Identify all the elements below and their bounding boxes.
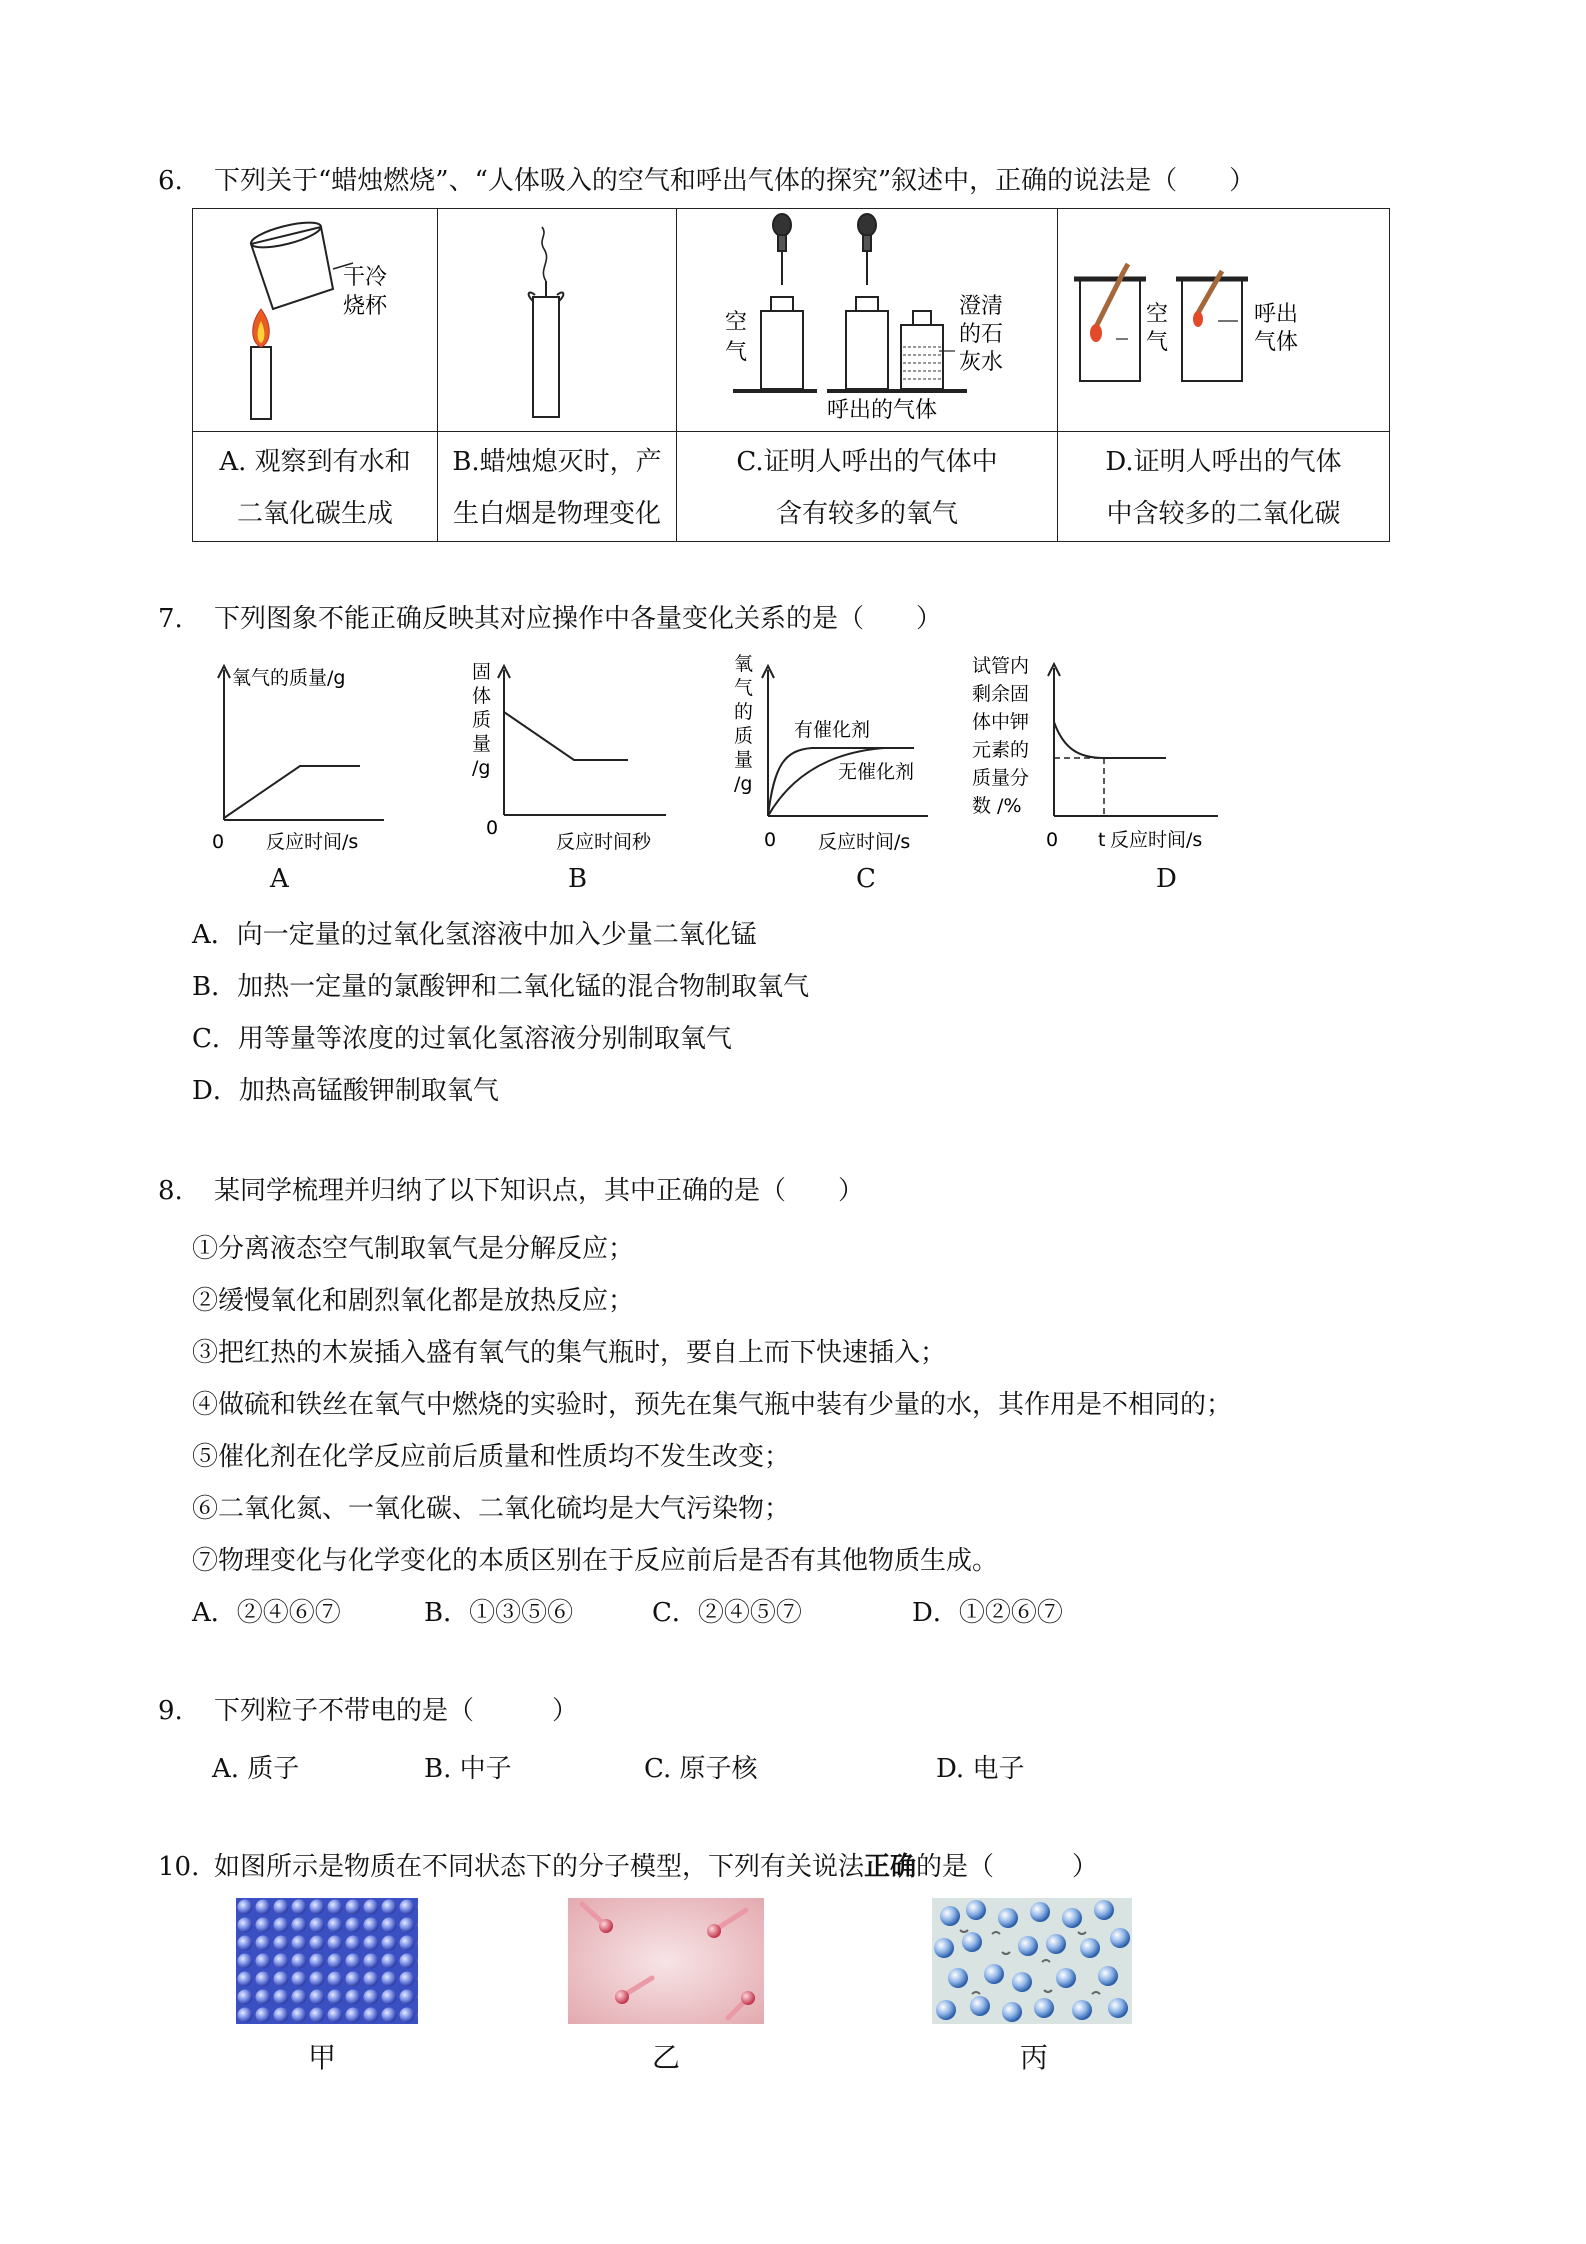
q8-item-1: ①分离液态空气制取氧气是分解反应；: [192, 1234, 635, 1264]
q9-stem: 下列粒子不带电的是（ ）: [214, 1696, 579, 1726]
q7-option-c[interactable]: C．用等量等浓度的过氧化氢溶液分别制取氧气: [192, 1024, 732, 1054]
graph-a-origin: 0: [212, 831, 225, 853]
graph-c-ylabel-5: 量: [734, 749, 754, 771]
label-lime-3: 灰水: [959, 350, 1004, 375]
caption-a: A. 观察到有水和 二氧化碳生成: [219, 447, 411, 529]
graph-b-letter: B: [568, 864, 588, 894]
label-air-c1: 空: [725, 310, 748, 335]
solid-molecule-model-image: [236, 1898, 418, 2024]
q9-option-a[interactable]: A. 质子: [212, 1754, 300, 1784]
graph-d-ylabel-1: 试管内: [972, 655, 1030, 677]
q6-number: 6.: [158, 166, 183, 196]
burning-stick-bottles-illustration: [1058, 209, 1389, 427]
q8-stem: 某同学梳理并归纳了以下知识点，其中正确的是（ ）: [214, 1176, 865, 1206]
q9-option-c[interactable]: C. 原子核: [644, 1754, 758, 1784]
q8-item-2: ②缓慢氧化和剧烈氧化都是放热反应；: [192, 1286, 635, 1316]
graph-d-ylabel-5: 质量分: [972, 767, 1030, 789]
q6-caption-c: [677, 432, 1058, 542]
graph-d-ylabel-2: 剩余固: [972, 683, 1030, 705]
q6-figure-table: [192, 208, 1390, 542]
q6-fig-a: [193, 209, 438, 432]
label-exhaled-gas: 呼出的气体: [827, 398, 938, 423]
graph-c-ylabel-1: 氧: [734, 653, 754, 675]
graph-a-letter: A: [270, 864, 289, 894]
graph-b: [460, 650, 680, 860]
q6-caption-a: [193, 432, 438, 542]
graph-d: [970, 650, 1230, 860]
graph-b-ylabel-2: 体: [472, 685, 492, 707]
q7-number: 7.: [158, 604, 183, 634]
graph-c-ylabel-6: /g: [734, 773, 753, 795]
graph-b-origin: 0: [486, 817, 499, 839]
q7-stem: 下列图象不能正确反映其对应操作中各量变化关系的是（ ）: [214, 604, 943, 634]
q6-fig-b: [438, 209, 677, 432]
q8-item-4: ④做硫和铁丝在氧气中燃烧的实验时，预先在集气瓶中装有少量的水，其作用是不相同的；: [192, 1390, 1233, 1420]
q10-stem-bold: 正确: [864, 1852, 917, 1882]
graph-d-ylabel-6: 数 /%: [972, 795, 1022, 817]
beaker-over-candle-illustration: [193, 209, 437, 427]
graph-d-xlabel: 反应时间/s: [1110, 829, 1203, 851]
graph-b-ylabel-4: 量: [472, 733, 492, 755]
q7-option-a[interactable]: A．向一定量的过氧化氢溶液中加入少量二氧化锰: [192, 920, 757, 950]
q8-number: 8.: [158, 1176, 183, 1206]
graph-d-t-label: t: [1098, 829, 1106, 851]
label-lime-1: 澄清: [959, 294, 1004, 319]
graph-a-curve: [224, 766, 360, 818]
q8-option-a[interactable]: A．②④⑥⑦: [192, 1598, 341, 1628]
caption-c: C.证明人呼出的气体中 含有较多的氧气: [736, 447, 998, 529]
label-exhaled-d1: 呼出: [1254, 302, 1299, 327]
graph-c-series-0: 有催化剂: [794, 719, 871, 741]
label-cup-2: 烧杯: [343, 294, 388, 319]
q8-option-d[interactable]: D．①②⑥⑦: [912, 1598, 1063, 1628]
q6-caption-d: [1058, 432, 1390, 542]
q6-caption-b: [438, 432, 677, 542]
q7-option-d[interactable]: D．加热高锰酸钾制取氧气: [192, 1076, 499, 1106]
q6-stem: 下列关于“蜡烛燃烧”、“人体吸入的空气和呼出气体的探究”叙述中，正确的说法是（ ）: [214, 166, 1256, 196]
q8-item-5: ⑤催化剂在化学反应前后质量和性质均不发生改变；: [192, 1442, 791, 1472]
graph-b-xlabel: 反应时间秒: [556, 831, 652, 853]
q6-fig-d: [1058, 209, 1390, 432]
extinguished-candle-illustration: [438, 209, 676, 427]
caption-b: B.蜡烛熄灭时，产 生白烟是物理变化: [452, 447, 662, 529]
model-label-bing: 丙: [1020, 2041, 1049, 2074]
limewater-bottles-illustration: [677, 209, 1057, 427]
graph-c-letter: C: [856, 864, 876, 894]
q8-option-b[interactable]: B．①③⑤⑥: [424, 1598, 574, 1628]
graph-c-ylabel-2: 气: [734, 677, 754, 699]
q10-number: 10.: [158, 1852, 200, 1882]
gas-molecule-model-image: [568, 1898, 764, 2024]
graph-b-ylabel-5: /g: [472, 757, 491, 779]
graph-c-ylabel-4: 质: [734, 725, 754, 747]
graph-d-origin: 0: [1046, 829, 1059, 851]
graph-c-xlabel: 反应时间/s: [818, 831, 911, 853]
q9-option-b[interactable]: B. 中子: [424, 1754, 512, 1784]
graph-b-curve: [504, 712, 628, 760]
label-cup-1: 干冷: [343, 265, 388, 290]
q6-fig-c: [677, 209, 1058, 432]
model-label-jia: 甲: [308, 2041, 337, 2074]
graph-c-origin: 0: [764, 829, 777, 851]
q9-number: 9.: [158, 1696, 183, 1726]
graph-a: [200, 650, 400, 860]
q10-stem: [214, 1852, 1098, 1882]
q8-item-7: ⑦物理变化与化学变化的本质区别在于反应前后是否有其他物质生成。: [192, 1546, 999, 1576]
q10-stem-post: 的是（ ）: [916, 1852, 1099, 1882]
q10-stem-pre: 如图所示是物质在不同状态下的分子模型，下列有关说法: [214, 1852, 865, 1882]
q9-option-d[interactable]: D. 电子: [936, 1754, 1025, 1784]
q8-option-c[interactable]: C．②④⑤⑦: [652, 1598, 802, 1628]
liquid-molecule-model-image: [932, 1898, 1132, 2024]
graph-c: [722, 646, 942, 860]
label-air-d1: 空: [1146, 302, 1169, 327]
graph-d-ylabel-3: 体中钾: [972, 711, 1030, 733]
graph-d-ylabel-4: 元素的: [972, 739, 1030, 761]
graph-b-ylabel-1: 固: [472, 661, 492, 683]
label-air-c2: 气: [725, 340, 748, 365]
model-label-yi: 乙: [652, 2041, 681, 2074]
q8-item-3: ③把红热的木炭插入盛有氧气的集气瓶时，要自上而下快速插入；: [192, 1338, 947, 1368]
graph-c-ylabel-3: 的: [734, 701, 754, 723]
label-exhaled-d2: 气体: [1254, 330, 1299, 355]
graph-b-ylabel-3: 质: [472, 709, 492, 731]
label-lime-2: 的石: [959, 322, 1004, 347]
q8-item-6: ⑥二氧化氮、一氧化碳、二氧化硫均是大气污染物；: [192, 1494, 791, 1524]
q7-option-b[interactable]: B．加热一定量的氯酸钾和二氧化锰的混合物制取氧气: [192, 972, 810, 1002]
graph-a-ylabel: 氧气的质量/g: [232, 667, 346, 689]
graph-a-xlabel: 反应时间/s: [266, 831, 359, 853]
caption-d: D.证明人呼出的气体 中含较多的二氧化碳: [1105, 447, 1342, 529]
graph-c-series-1: 无催化剂: [838, 761, 915, 783]
graph-d-curve: [1054, 722, 1166, 758]
label-air-d2: 气: [1146, 330, 1169, 355]
graph-d-letter: D: [1156, 864, 1177, 894]
